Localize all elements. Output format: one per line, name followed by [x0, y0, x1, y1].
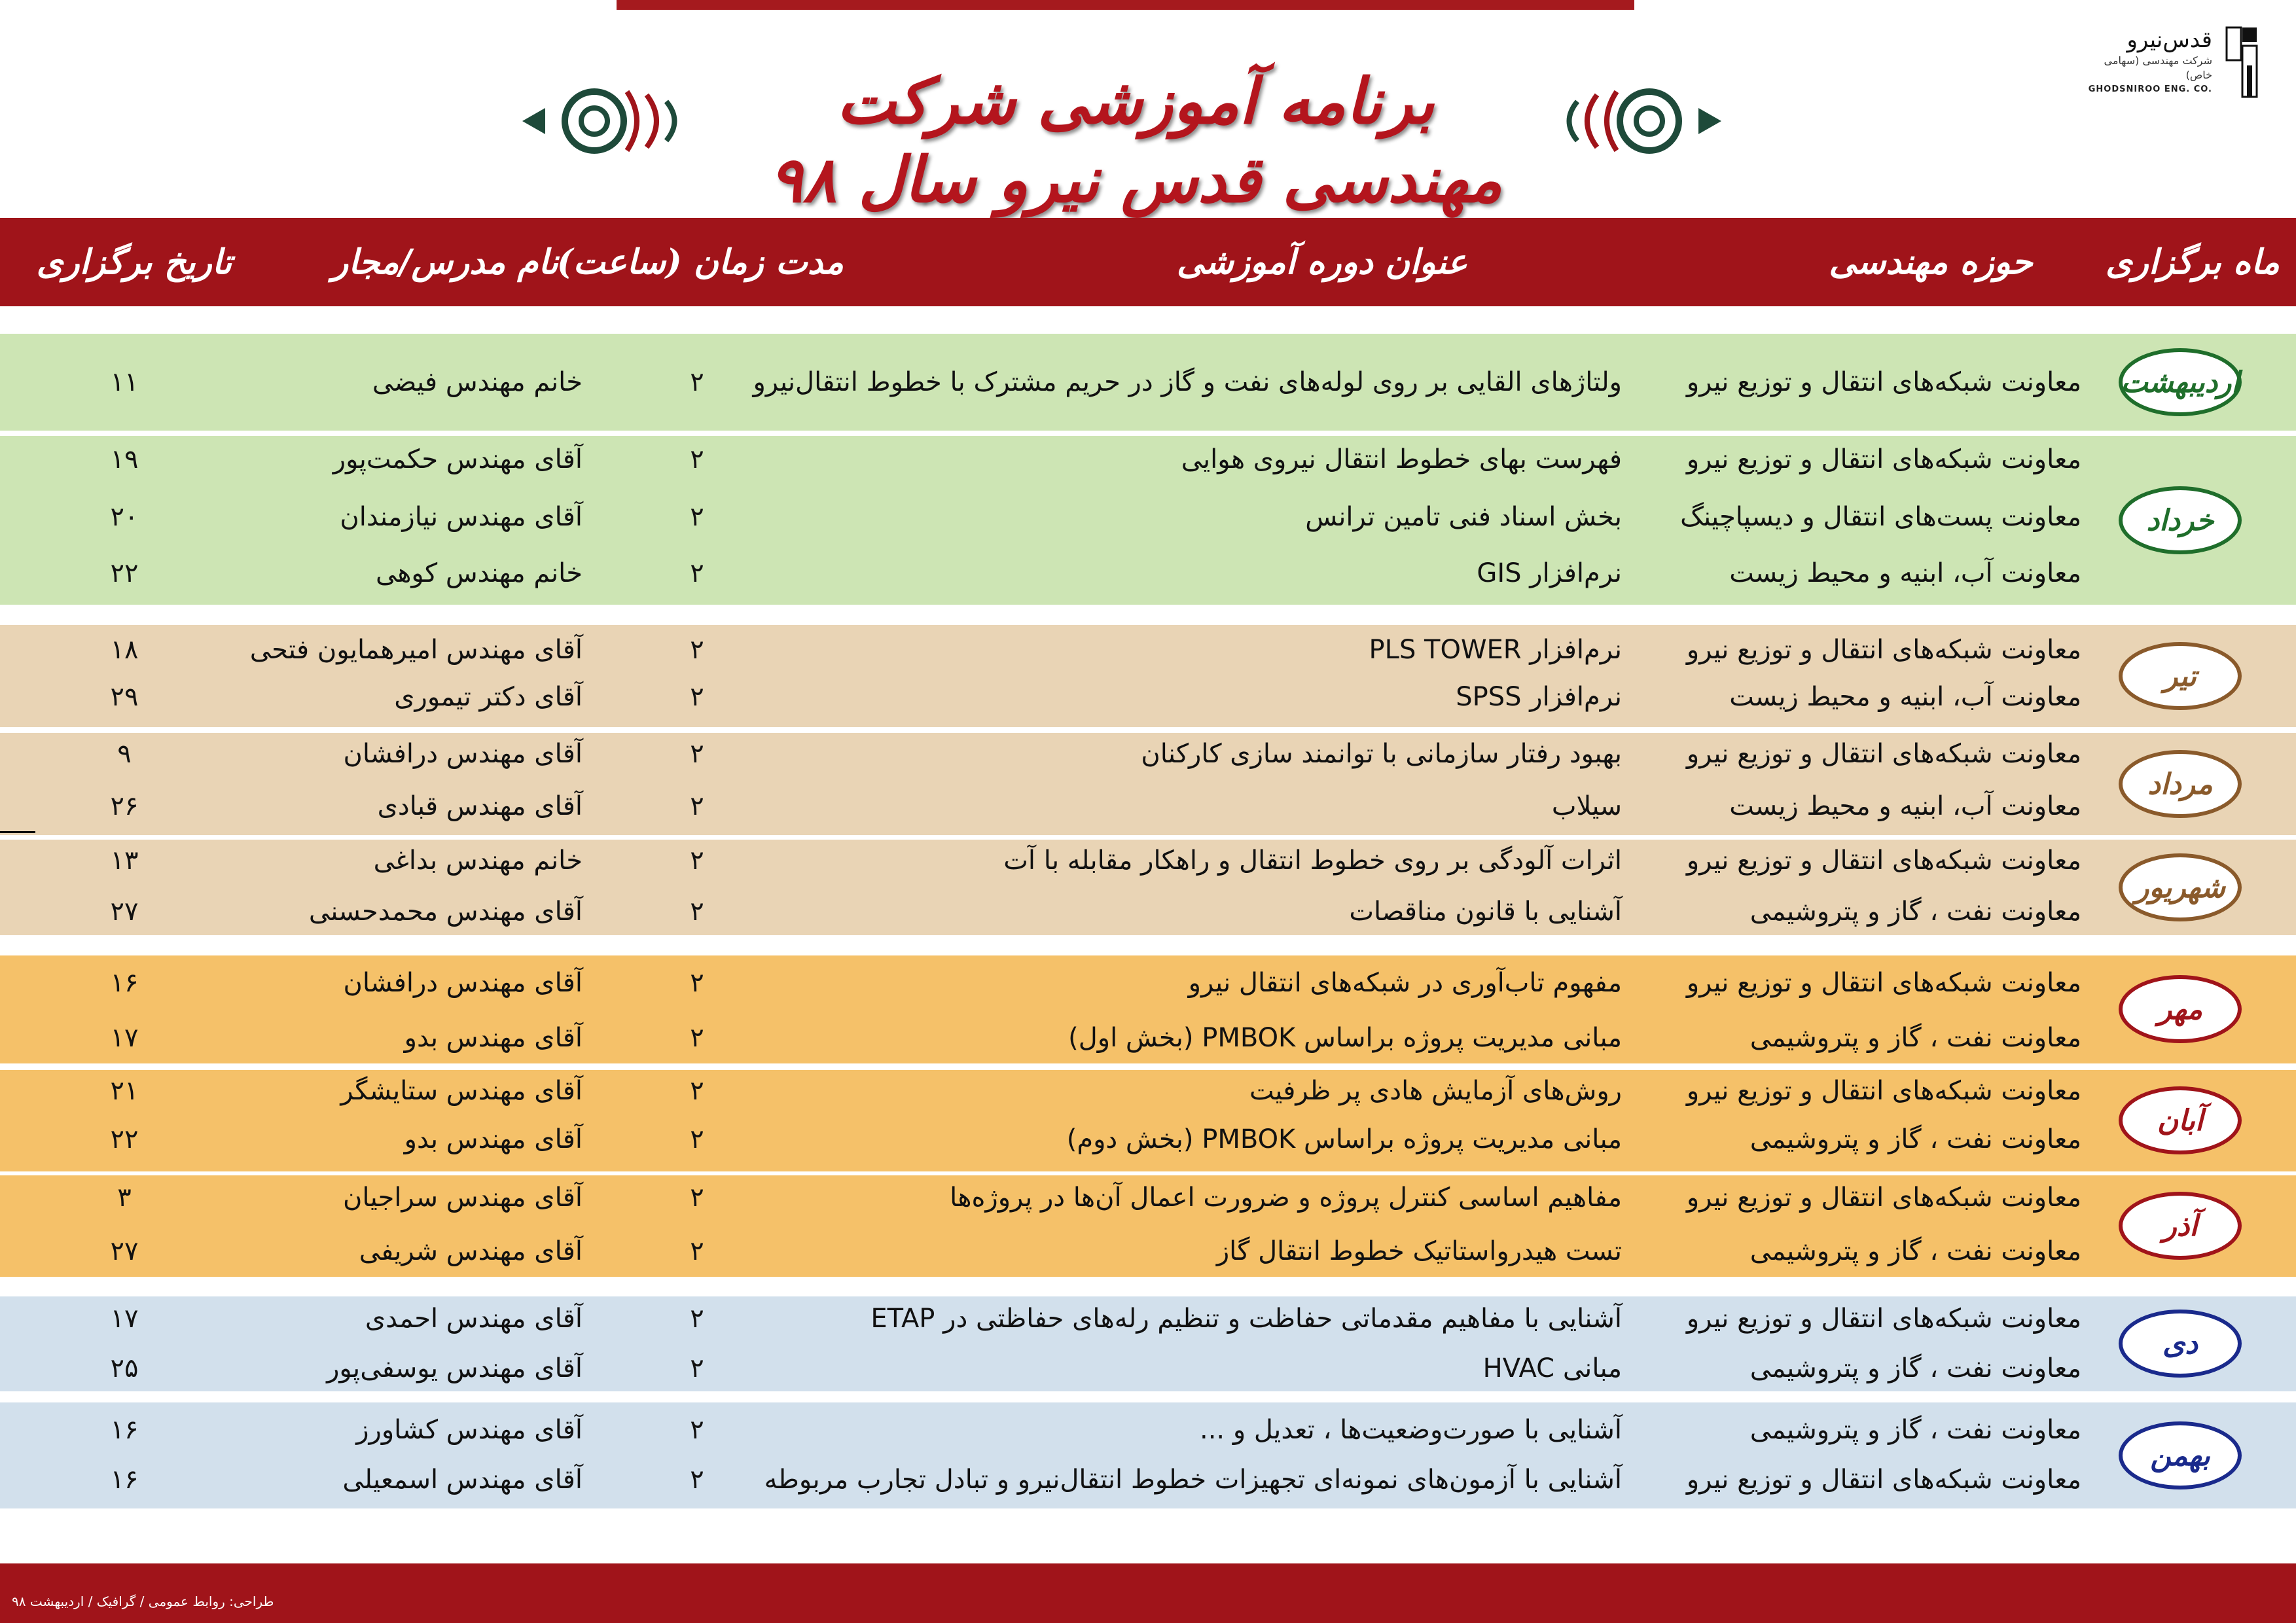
date-cell: ۲۲	[110, 558, 139, 588]
area-cell: معاونت نفت ، گاز و پتروشیمی	[1749, 1023, 2081, 1053]
duration-cell: ۲	[690, 846, 704, 876]
date-cell: ۱۹	[110, 444, 139, 474]
date-cell: ۱۷	[110, 1304, 139, 1334]
area-cell: معاونت شبکه‌های انتقال و توزیع نیرو	[1686, 968, 2081, 998]
teacher-cell: آقای مهندس یوسفی‌پور	[327, 1353, 583, 1383]
area-cell: معاونت شبکه‌های انتقال و توزیع نیرو	[1686, 1304, 2081, 1334]
month-group-tir	[0, 625, 2296, 727]
course-cell: نرم‌افزار SPSS	[1456, 682, 1622, 712]
date-cell: ۲۷	[110, 897, 139, 927]
duration-cell: ۲	[690, 682, 704, 712]
teacher-cell: آقای مهندس درافشان	[343, 968, 583, 998]
course-cell: روش‌های آزمایش هادی پر ظرفیت	[1249, 1076, 1622, 1106]
month-badge: اردیبهشت	[2119, 348, 2242, 416]
month-badge: بهمن	[2119, 1421, 2242, 1489]
date-cell: ۲۲	[110, 1124, 139, 1154]
area-cell: معاونت نفت ، گاز و پتروشیمی	[1749, 1236, 2081, 1266]
date-cell: ۲۷	[110, 1236, 139, 1266]
course-cell: سیلاب	[1551, 791, 1622, 821]
duration-cell: ۲	[690, 1415, 704, 1445]
course-cell: نرم‌افزار PLS TOWER	[1369, 635, 1622, 665]
teacher-cell: خانم مهندس فیضی	[372, 367, 583, 397]
area-cell: معاونت آب، ابنیه و محیط زیست	[1729, 682, 2081, 712]
area-cell: معاونت نفت ، گاز و پتروشیمی	[1749, 1124, 2081, 1154]
date-cell: ۱۳	[110, 846, 139, 876]
month-group-mehr	[0, 955, 2296, 1063]
month-group-khordad	[0, 436, 2296, 605]
area-cell: معاونت نفت ، گاز و پتروشیمی	[1749, 1415, 2081, 1445]
teacher-cell: خانم مهندس بداغی	[373, 846, 583, 876]
logo-name: قدس‌نیرو	[2126, 27, 2212, 53]
area-cell: معاونت آب، ابنیه و محیط زیست	[1729, 791, 2081, 821]
date-cell: ۲۹	[110, 682, 139, 712]
course-cell: مبانی مدیریت پروژه براساس PMBOK (بخش اول)	[1068, 1023, 1622, 1053]
area-cell: معاونت نفت ، گاز و پتروشیمی	[1749, 897, 2081, 927]
month-group-aban	[0, 1070, 2296, 1171]
teacher-cell: آقای مهندس سراجیان	[343, 1183, 583, 1213]
logo-mark-icon	[2225, 26, 2258, 98]
duration-cell: ۲	[690, 1236, 704, 1266]
area-cell: معاونت شبکه‌های انتقال و توزیع نیرو	[1686, 1465, 2081, 1495]
area-cell: معاونت شبکه‌های انتقال و توزیع نیرو	[1686, 739, 2081, 769]
teacher-cell: آقای دکتر تیموری	[394, 682, 583, 712]
month-badge: شهریور	[2119, 853, 2242, 921]
teacher-cell: آقای مهندس احمدی	[365, 1304, 583, 1334]
duration-cell: ۲	[690, 791, 704, 821]
page-title: برنامه آموزشی شرکت مهندسی قدس نیرو سال ۹۸	[768, 64, 1503, 217]
teacher-cell: آقای مهندس نیازمندان	[340, 502, 583, 532]
header-course: عنوان دوره آموزشی	[1176, 242, 1468, 282]
month-badge: دی	[2119, 1310, 2242, 1378]
duration-cell: ۲	[690, 897, 704, 927]
side-tick-mark	[0, 831, 35, 833]
course-cell: مفهوم تاب‌آوری در شبکه‌های انتقال نیرو	[1188, 968, 1622, 998]
area-cell: معاونت شبکه‌های انتقال و توزیع نیرو	[1686, 367, 2081, 397]
header-teacher: نام مدرس/مجار	[332, 242, 558, 282]
duration-cell: ۲	[690, 1465, 704, 1495]
course-cell: مبانی HVAC	[1482, 1353, 1622, 1383]
ornament-left-icon	[516, 79, 692, 164]
course-cell: مفاهیم اساسی کنترل پروژه و ضرورت اعمال آن‌ها در پروژه‌ها	[950, 1183, 1622, 1213]
duration-cell: ۲	[690, 1353, 704, 1383]
duration-cell: ۲	[690, 1304, 704, 1334]
date-cell: ۳	[117, 1183, 132, 1213]
teacher-cell: آقای مهندس حکمت‌پور	[332, 444, 583, 474]
top-accent-bar	[617, 0, 1634, 10]
area-cell: معاونت شبکه‌های انتقال و توزیع نیرو	[1686, 846, 2081, 876]
area-cell: معاونت شبکه‌های انتقال و توزیع نیرو	[1686, 635, 2081, 665]
month-group-bahman	[0, 1402, 2296, 1508]
course-cell: بهبود رفتار سازمانی با توانمند سازی کارکنان	[1141, 739, 1622, 769]
date-cell: ۲۰	[110, 502, 139, 532]
month-badge: آبان	[2119, 1086, 2242, 1154]
course-cell: تست هیدرواستاتیک خطوط انتقال گاز	[1216, 1236, 1622, 1266]
course-cell: آشنایی با قانون مناقصات	[1349, 897, 1622, 927]
month-badge: آذر	[2119, 1192, 2242, 1260]
date-cell: ۹	[117, 739, 132, 769]
duration-cell: ۲	[690, 444, 704, 474]
month-badge: خرداد	[2119, 486, 2242, 554]
header-duration: مدت زمان (ساعت)	[556, 242, 844, 282]
course-cell: مبانی مدیریت پروژه براساس PMBOK (بخش دوم)	[1066, 1124, 1622, 1154]
teacher-cell: آقای مهندس محمدحسنی	[308, 897, 583, 927]
duration-cell: ۲	[690, 367, 704, 397]
date-cell: ۲۵	[110, 1353, 139, 1383]
ornament-right-icon	[1551, 79, 1728, 164]
logo-subtitle: شرکت مهندسی (سهامی خاص)	[2104, 54, 2212, 81]
header-date: تاریخ برگزاری	[36, 242, 232, 282]
teacher-cell: آقای مهندس کشاورز	[356, 1415, 583, 1445]
header-month: ماه برگزاری	[2106, 242, 2280, 282]
month-badge: مرداد	[2119, 750, 2242, 818]
duration-cell: ۲	[690, 968, 704, 998]
teacher-cell: آقای مهندس بدو	[404, 1124, 583, 1154]
course-cell: آشنایی با صورت‌وضعیت‌ها ، تعدیل و ...	[1200, 1415, 1622, 1445]
course-cell: آشنایی با مفاهیم مقدماتی حفاظت و تنظیم رله‌های حفاظتی در ETAP	[870, 1304, 1622, 1334]
header-area: حوزه مهندسی	[1829, 242, 2033, 282]
duration-cell: ۲	[690, 1076, 704, 1106]
date-cell: ۲۱	[110, 1076, 139, 1106]
duration-cell: ۲	[690, 558, 704, 588]
teacher-cell: آقای مهندس ستایشگر	[340, 1076, 583, 1106]
month-group-dey	[0, 1296, 2296, 1391]
duration-cell: ۲	[690, 739, 704, 769]
table-header	[0, 218, 2296, 306]
month-group-ordibehesht	[0, 334, 2296, 431]
course-cell: اثرات آلودگی بر روی خطوط انتقال و راهکار مقابله با آت	[1003, 846, 1622, 876]
teacher-cell: آقای مهندس امیرهمایون فتحی	[249, 635, 583, 665]
month-badge: تیر	[2119, 642, 2242, 710]
duration-cell: ۲	[690, 1183, 704, 1213]
teacher-cell: آقای مهندس بدو	[404, 1023, 583, 1053]
duration-cell: ۲	[690, 1124, 704, 1154]
area-cell: معاونت پست‌های انتقال و دیسپاچینگ	[1680, 502, 2081, 532]
teacher-cell: آقای مهندس درافشان	[343, 739, 583, 769]
area-cell: معاونت شبکه‌های انتقال و توزیع نیرو	[1686, 1183, 2081, 1213]
date-cell: ۲۶	[110, 791, 139, 821]
area-cell: معاونت آب، ابنیه و محیط زیست	[1729, 558, 2081, 588]
area-cell: معاونت نفت ، گاز و پتروشیمی	[1749, 1353, 2081, 1383]
date-cell: ۱۶	[110, 968, 139, 998]
course-cell: بخش اسناد فنی تامین ترانس	[1305, 502, 1622, 532]
teacher-cell: آقای مهندس قبادی	[377, 791, 583, 821]
month-group-mordad	[0, 733, 2296, 835]
footer-credit: طراحی: روابط عمومی / گرافیک / اردیبهشت ۹۸	[12, 1594, 274, 1609]
teacher-cell: آقای مهندس اسمعیلی	[342, 1465, 583, 1495]
teacher-cell: آقای مهندس شریفی	[359, 1236, 583, 1266]
date-cell: ۱۶	[110, 1415, 139, 1445]
course-cell: نرم‌افزار GIS	[1477, 558, 1622, 588]
area-cell: معاونت شبکه‌های انتقال و توزیع نیرو	[1686, 444, 2081, 474]
course-cell: فهرست بهای خطوط انتقال نیروی هوایی	[1181, 444, 1622, 474]
month-group-azar	[0, 1175, 2296, 1277]
area-cell: معاونت شبکه‌های انتقال و توزیع نیرو	[1686, 1076, 2081, 1106]
date-cell: ۱۱	[110, 367, 139, 397]
footer-bar	[0, 1563, 2296, 1623]
date-cell: ۱۸	[110, 635, 139, 665]
duration-cell: ۲	[690, 502, 704, 532]
month-badge: مهر	[2119, 975, 2242, 1043]
month-group-shahrivar	[0, 840, 2296, 935]
date-cell: ۱۷	[110, 1023, 139, 1053]
date-cell: ۱۶	[110, 1465, 139, 1495]
course-cell: ولتاژهای القایی بر روی لوله‌های نفت و گاز در حریم مشترک با خطوط انتقال‌نیرو	[753, 367, 1622, 397]
logo-english: GHODSNIROO ENG. CO.	[2088, 84, 2212, 94]
teacher-cell: خانم مهندس کوهی	[376, 558, 583, 588]
duration-cell: ۲	[690, 1023, 704, 1053]
course-cell: آشنایی با آزمون‌های نمونه‌ای تجهیزات خطوط انتقال‌نیرو و تبادل تجارب مربوطه	[764, 1465, 1622, 1495]
duration-cell: ۲	[690, 635, 704, 665]
company-logo	[2075, 26, 2258, 118]
